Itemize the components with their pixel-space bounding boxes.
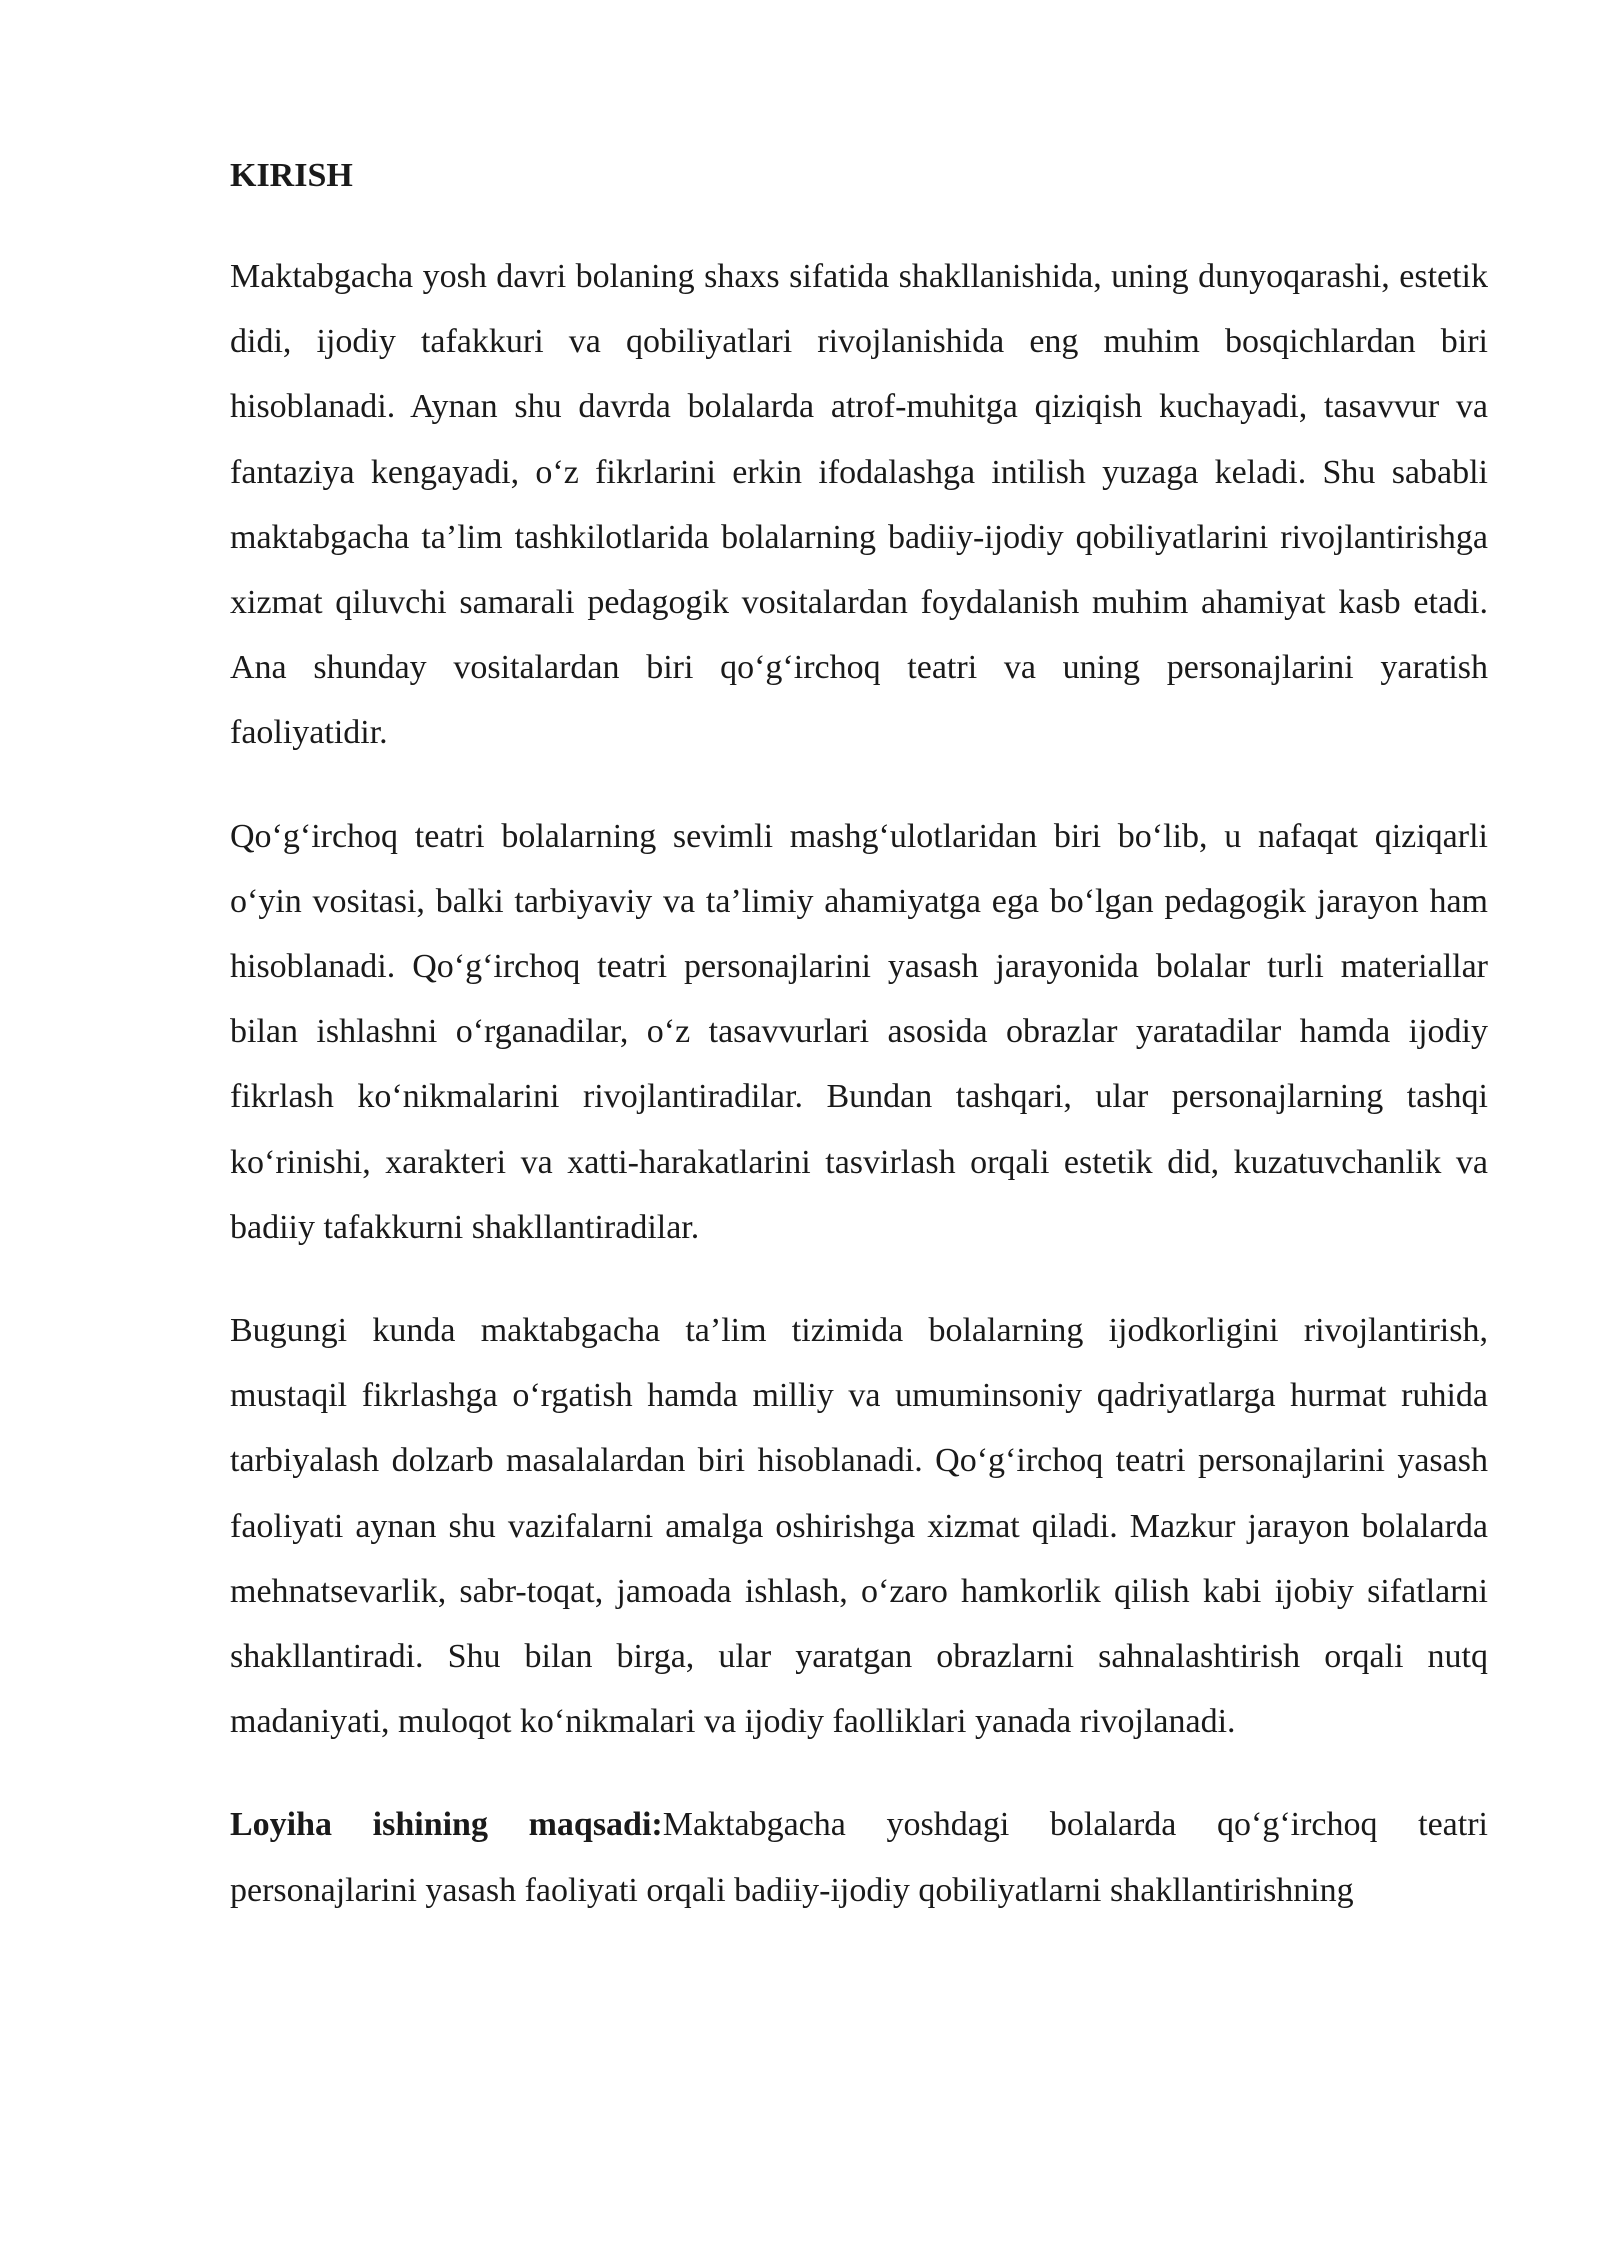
section-heading: KIRISH bbox=[230, 157, 353, 194]
paragraph-modern-education: Bugungi kunda maktabgacha ta’lim tizimida bolalarning ijodkorligini rivojlantirish, mustaqil fikrlashga o‘rgatish hamda milliy va umuminsoniy qadriyatlarga hurmat ruhida tarbiyalash dolzarb masalalardan biri hisoblanadi. Qo‘g‘irchoq teatri personajlarini yasash faoliyati aynan shu vazifalarni amalga oshirishga xizmat qiladi. Mazkur jarayon bolalarda mehnatsevarlik, sabr-toqat, jamoada ishlash, o‘zaro hamkorlik qilish kabi ijobiy sifatlarni shakllantiradi. Shu bilan birga, ular yaratgan obrazlarni sahnalashtirish orqali nutq madaniyati, muloqot ko‘nikmalari va ijodiy faolliklari yanada rivojlanadi. bbox=[230, 1312, 1488, 1741]
document-page bbox=[230, 148, 1488, 1923]
project-goal-label: Loyiha ishining maqsadi: bbox=[230, 1806, 663, 1844]
paragraph-puppet-theatre: Qo‘g‘irchoq teatri bolalarning sevimli mashg‘ulotlaridan biri bo‘lib, u nafaqat qiziqarli o‘yin vositasi, balki tarbiyaviy va ta’limiy ahamiyatga ega bo‘lgan pedagogik jarayon ham hisoblanadi. Qo‘g‘irchoq teatri personajlarini yasash jarayonida bolalar turli materiallar bilan ishlashni o‘rganadilar, o‘z tasavvurlari asosida obrazlar yaratadilar hamda ijodiy fikrlash ko‘nikmalarini rivojlantiradilar. Bundan tashqari, ular personajlarning tashqi ko‘rinishi, xarakteri va xatti-harakatlarini tasvirlash orqali estetik did, kuzatuvchanlik va badiiy tafakkurni shakllantiradilar. bbox=[230, 817, 1488, 1246]
paragraph-project-goal bbox=[230, 1792, 1488, 1922]
project-goal-text: Maktabgacha yoshdagi bolalarda qo‘g‘irchoq teatri personajlarini yasash faoliyati orqali badiiy-ijodiy qobiliyatlarni shakllantirishning bbox=[230, 1806, 1488, 1909]
paragraph-intro: Maktabgacha yosh davri bolaning shaxs sifatida shakllanishida, uning dunyoqarashi, estetik didi, ijodiy tafakkuri va qobiliyatlari rivojlanishida eng muhim bosqichlardan biri hisoblanadi. Aynan shu davrda bolalarda atrof-muhitga qiziqish kuchayadi, tasavvur va fantaziya kengayadi, o‘z fikrlarini erkin ifodalashga intilish yuzaga keladi. Shu sababli maktabgacha ta’lim tashkilotlarida bolalarning badiiy-ijodiy qobiliyatlarini rivojlantirishga xizmat qiluvchi samarali pedagogik vositalardan foydalanish muhim ahamiyat kasb etadi. Ana shunday vositalardan biri qo‘g‘irchoq teatri va uning personajlarini yaratish faoliyatidir. bbox=[230, 258, 1488, 752]
